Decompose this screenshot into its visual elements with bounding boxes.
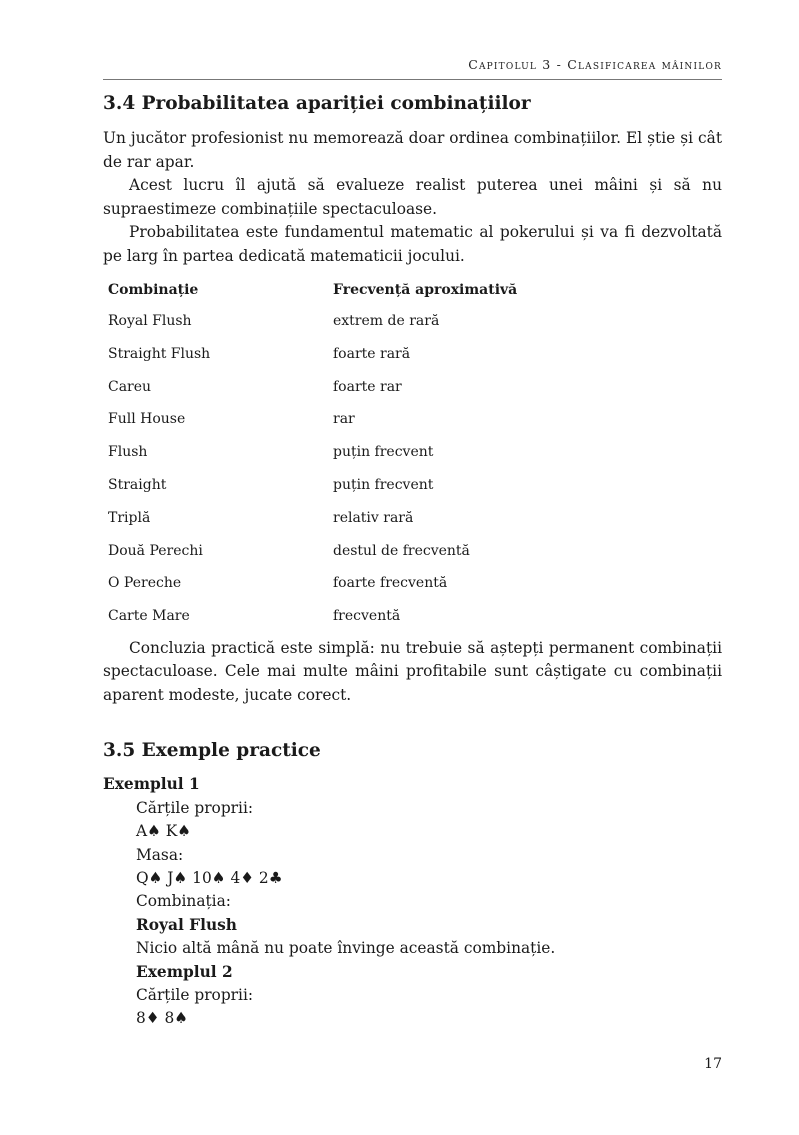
table-row [103,403,633,436]
table-row [103,370,633,403]
table-cell: rar [333,411,355,428]
table-cell: Straight [108,476,167,493]
example-label: Combinația: [136,892,231,911]
table-cell: Straight Flush [108,345,211,362]
section-title: 3.4 Probabilitatea apariției combinațiilor [103,93,531,114]
table-cell: Carte Mare [108,608,190,625]
example-label: Cărțile proprii: [136,798,254,817]
paragraph: Concluzia practică este simplă: nu trebuie să aștepți permanent combinații spectaculoase. Cele mai multe mâini profitabile sunt câștigate cu combinații aparent modeste, jucate corect. [103,638,722,704]
example-note: Nicio altă mână nu poate învinge această combinație. [136,939,556,958]
table-header-row [103,275,633,305]
table-cell: extrem de rară [333,312,440,329]
table-row [103,600,633,633]
table-row [103,469,633,502]
table-cell: Careu [108,378,152,395]
card-list: Q♠ J♠ 10♠ 4♦ 2♣ [136,868,283,887]
header-rule [103,79,722,80]
combination-value: Royal Flush [136,915,237,934]
paragraph: Un jucător profesionist nu memorează doar ordinea combinațiilor. El știe și cât de rar apar. [103,129,722,171]
example-label: Masa: [136,845,184,864]
running-head: Capitolul 3 - Clasificarea mâinilor [468,57,722,72]
table-cell: Două Perechi [108,542,203,559]
column-header: Frecvență aproximativă [333,281,518,298]
page [103,0,722,1135]
example-title: Exemplul 2 [136,962,233,981]
table-cell: frecventă [333,608,401,625]
table-cell: Full House [108,411,186,428]
example-label: Cărțile proprii: [136,985,254,1004]
content [103,90,722,1031]
table-cell: Royal Flush [108,312,192,329]
table-cell: Triplă [108,509,151,526]
table-row [103,436,633,469]
table-row [103,534,633,567]
card-list: A♠ K♠ [136,822,192,841]
table-cell: foarte rară [333,345,411,362]
table-row [103,337,633,370]
column-header: Combinație [108,281,199,298]
frequency-table [103,275,633,633]
table-cell: foarte rar [333,378,402,395]
table-cell: relativ rară [333,509,414,526]
table-row [103,501,633,534]
table-cell: Flush [108,444,148,461]
table-cell: puțin frecvent [333,476,434,493]
table-cell: destul de frecventă [333,542,470,559]
card-list: 8♦ 8♠ [136,1009,189,1028]
table-row [103,567,633,600]
example-title: Exemplul 1 [103,775,200,794]
table-cell: foarte frecventă [333,575,448,592]
table-cell: puțin frecvent [333,444,434,461]
paragraph: Probabilitatea este fundamentul matematic al pokerului și va fi dezvoltată pe larg în partea dedicată matematicii jocului. [103,223,722,265]
table-row [103,305,633,338]
paragraph: Acest lucru îl ajută să evalueze realist puterea unei mâini și să nu supraestimeze combinațiile spectaculoase. [103,176,722,218]
page-number: 17 [704,1056,722,1072]
section-title: 3.5 Exemple practice [103,740,321,762]
table-cell: O Pereche [108,575,182,592]
